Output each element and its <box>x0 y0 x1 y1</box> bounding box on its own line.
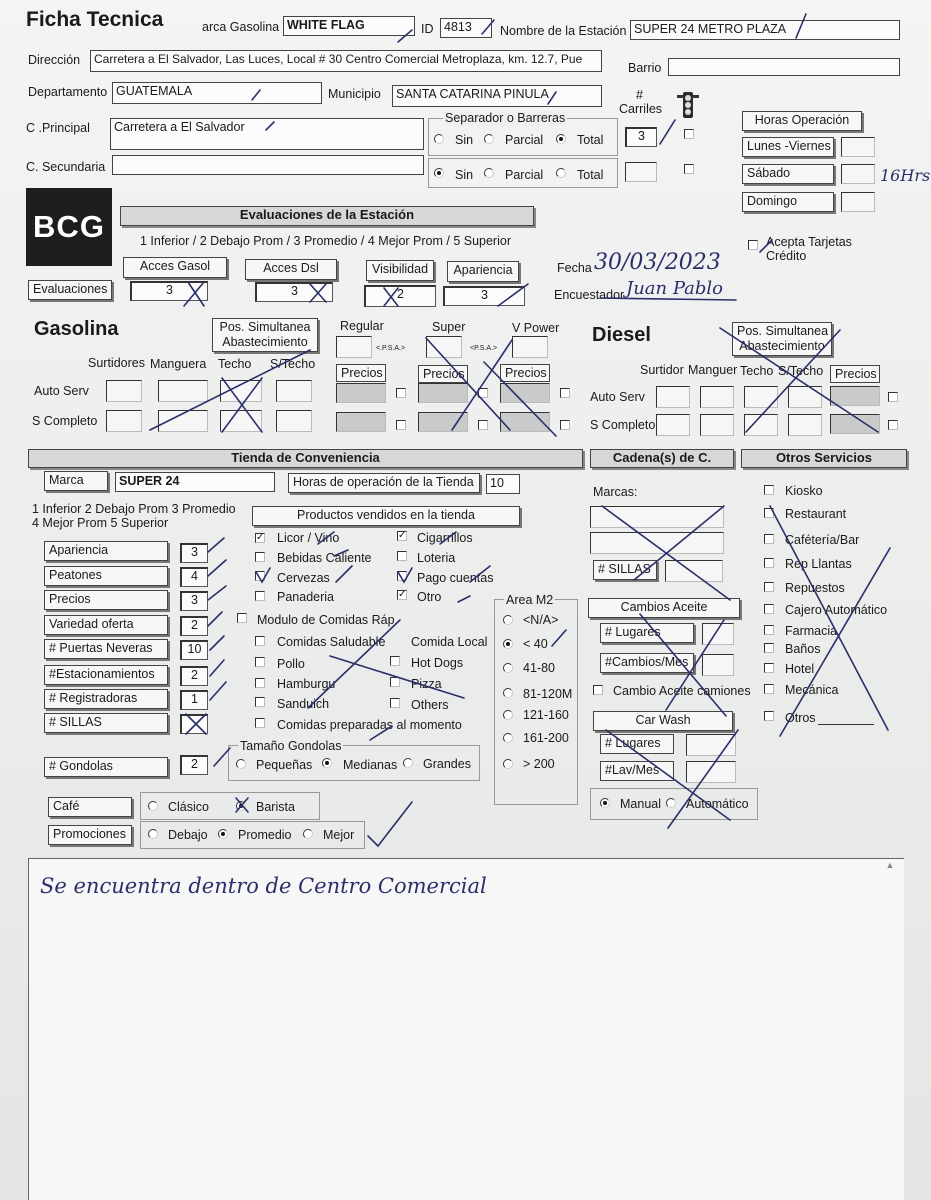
id-label: ID <box>421 22 434 36</box>
banos-label: Baños <box>785 642 821 656</box>
automatico-label: Automático <box>686 797 749 811</box>
lugares-label: # Lugares <box>600 623 694 643</box>
rating-sillas-label: # SILLAS <box>44 713 168 733</box>
csecundaria-label: C. Secundaria <box>26 160 106 174</box>
cadena-marcas-label: Marcas: <box>593 485 638 499</box>
loteria-label: Loteria <box>417 551 456 565</box>
surtidores-label: Surtidores <box>88 356 145 370</box>
manguer-dsl-label: Manguer <box>688 363 738 377</box>
cambios-mes-label: #Cambios/Mes <box>600 653 694 673</box>
rating-registradoras-value[interactable]: 1 <box>180 690 208 710</box>
super-label: Super <box>432 320 466 334</box>
marca-field[interactable]: WHITE FLAG <box>283 16 415 36</box>
medianas-label: Medianas <box>343 758 398 772</box>
hotel-label: Hotel <box>785 662 815 676</box>
evaluaciones-scale: 1 Inferior / 2 Debajo Prom / 3 Promedio / 4 Mejor Prom / 5 Superior <box>140 234 511 248</box>
pos1-dsl: Pos. Simultanea <box>737 324 829 338</box>
pequenas-label: Pequeñas <box>256 758 313 772</box>
precios-dsl-label: Precios <box>830 365 880 383</box>
tamano-label: Tamaño Gondolas <box>240 739 342 753</box>
carriles-hash: # <box>636 88 643 102</box>
precios-vp-label: Precios <box>500 364 550 382</box>
gondolas-value[interactable]: 2 <box>180 755 208 775</box>
rating-precios-label: Precios <box>44 590 168 610</box>
barista-label: Barista <box>256 800 295 814</box>
carriles-label: Carriles <box>619 102 663 116</box>
municipio-field[interactable]: SANTA CATARINA PINULA <box>392 85 602 107</box>
pago-label: Pago cuentas <box>417 571 494 585</box>
mejor-label: Mejor <box>323 828 355 842</box>
cadena-band: Cadena(s) de C. <box>590 449 734 468</box>
rating-variedad-value[interactable]: 2 <box>180 616 208 636</box>
farmacia-label: Farmacia <box>785 624 838 638</box>
cprincipal-field[interactable]: Carretera a El Salvador <box>110 118 424 150</box>
panaderia-label: Panaderia <box>277 590 334 604</box>
area-120-label: 81-120M <box>523 687 573 701</box>
otro-checkbox[interactable]: ✓ <box>398 589 407 600</box>
estacion-label: Nombre de la Estación <box>500 24 627 38</box>
tienda-scale-1: 1 Inferior 2 Debajo Prom 3 Promedio <box>32 502 236 516</box>
area-80-label: 41-80 <box>523 661 555 675</box>
municipio-label: Municipio <box>328 87 381 101</box>
eval-visibilidad-value[interactable]: 2 <box>364 285 436 307</box>
lav-label: #Lav/Mes <box>600 761 674 781</box>
departamento-label: Departamento <box>28 85 108 99</box>
tienda-scale-2: 4 Mejor Prom 5 Superior <box>32 516 169 530</box>
form-title: Ficha Tecnica <box>26 8 164 31</box>
evaluaciones-band: Evaluaciones de la Estación <box>120 206 534 226</box>
apariencia-eval-label: Apariencia <box>447 261 519 282</box>
others-label: Others <box>411 698 449 712</box>
pizza-label: Pizza <box>411 677 442 691</box>
departamento-field[interactable]: GUATEMALA <box>112 82 322 104</box>
cafe-label: Café <box>48 797 132 817</box>
stecho-label: S/Techo <box>270 357 316 371</box>
debajo-label: Debajo <box>168 828 208 842</box>
domingo-label: Domingo <box>742 192 834 212</box>
barrio-label: Barrio <box>628 61 662 75</box>
area-more-label: > 200 <box>523 757 555 771</box>
fecha-value: 30/03/2023 <box>594 250 721 275</box>
id-field[interactable]: 4813 <box>440 18 492 38</box>
evaluaciones-label: Evaluaciones <box>28 280 112 300</box>
pollo-label: Pollo <box>277 657 305 671</box>
encuestador-value: Juan Pablo <box>626 278 724 299</box>
psa-regular: <.P.S.A.> <box>376 345 406 352</box>
productos-label: Productos vendidos en la tienda <box>252 506 520 526</box>
encuestador-label: Encuestador <box>554 288 625 302</box>
tarjetas-label: Acepta Tarjetas <box>766 235 852 249</box>
cprincipal-label: C .Principal <box>26 121 90 135</box>
area-na-label: <N/A> <box>523 613 559 627</box>
sabado-label: Sábado <box>742 164 834 184</box>
cervezas-label: Cervezas <box>277 571 330 585</box>
estacion-field[interactable]: SUPER 24 METRO PLAZA <box>630 20 900 40</box>
acces-dsl-label: Acces Dsl <box>245 259 337 280</box>
sep-parcial-label: Parcial <box>505 133 544 147</box>
hours-note: 16Hrs <box>880 166 931 185</box>
cafeteria-label: Cafétería/Bar <box>785 533 860 547</box>
lunes-label: Lunes -Viernes <box>742 137 834 157</box>
rating-peatones-value[interactable]: 4 <box>180 567 208 587</box>
area-200-label: 161-200 <box>523 731 569 745</box>
carwash-label: Car Wash <box>593 711 733 731</box>
sep2-parcial-label: Parcial <box>505 168 544 182</box>
rating-registradoras-label: # Registradoras <box>44 689 168 709</box>
rating-peatones-label: Peatones <box>44 566 168 586</box>
pos2-dsl: Abastecimiento <box>739 339 825 353</box>
notes-scroll-up-icon[interactable]: ▲ <box>885 860 895 870</box>
preparadas-label: Comidas preparadas al momento <box>277 718 462 732</box>
horas-operacion-label: Horas Operación <box>742 111 862 131</box>
tienda-horas-label: Horas de operación de la Tienda <box>288 473 480 493</box>
pos1-gas: Pos. Simultanea <box>219 320 311 334</box>
lugares2-label: # Lugares <box>600 734 674 754</box>
rating-puertas-value[interactable]: 10 <box>180 640 208 660</box>
cigarrillos-label: Cigarrillos <box>417 531 473 545</box>
rating-estacionamientos-value[interactable]: 2 <box>180 666 208 686</box>
surtidor-dsl-label: Surtidor <box>640 363 684 377</box>
sep-sin-label: Sin <box>455 133 474 147</box>
repuestos-label: Repuestos <box>785 581 845 595</box>
regular-label: Regular <box>340 319 384 333</box>
modulo-label: Modulo de Comidas Ráp. <box>257 613 399 627</box>
psa-super: <P.S.A.> <box>470 345 498 352</box>
tienda-marca-field[interactable]: SUPER 24 <box>115 472 275 492</box>
area-label: Area M2 <box>506 593 554 607</box>
auto-serv-dsl-label: Auto Serv <box>590 390 645 404</box>
carriles-field[interactable]: 3 <box>625 127 657 147</box>
techo-label: Techo <box>218 357 252 371</box>
promo-label: Promociones <box>48 825 132 845</box>
stecho-dsl-label: S/Techo <box>778 364 824 378</box>
hotdogs-label: Hot Dogs <box>411 656 464 670</box>
rating-puertas-label: # Puertas Neveras <box>44 639 168 659</box>
direccion-field[interactable]: Carretera a El Salvador, Las Luces, Local # 30 Centro Comercial Metroplaza, km. 12.7, Pue <box>90 50 602 72</box>
rating-variedad-label: Variedad oferta <box>44 615 168 635</box>
visibilidad-label: Visibilidad <box>366 260 434 281</box>
licor-checkbox[interactable]: ✓ <box>256 532 265 543</box>
rating-estacionamientos-label: #Estacionamientos <box>44 665 168 685</box>
auto-serv-gas-label: Auto Serv <box>34 384 89 398</box>
fecha-label: Fecha <box>557 261 592 275</box>
separador-label: Separador o Barreras <box>445 111 566 125</box>
hamburgu-label: Hamburgu <box>277 677 336 691</box>
direccion-label: Dirección <box>28 53 81 67</box>
restaurant-label: Restaurant <box>785 507 847 521</box>
grandes-label: Grandes <box>423 757 471 771</box>
otro-label: Otro <box>417 590 442 604</box>
bebidas-label: Bebidas Caliente <box>277 551 372 565</box>
eval-acces-dsl-value[interactable]: 3 <box>255 282 333 302</box>
licor-label: Licor / Vino <box>277 531 340 545</box>
mecanica-label: Mecánica <box>785 683 839 697</box>
marca-label: arca Gasolina <box>202 20 280 34</box>
area-160-label: 121-160 <box>523 708 569 722</box>
precios-sup-label: Precios <box>418 365 468 383</box>
pos2-gas: Abastecimiento <box>222 335 308 349</box>
gondolas-label: # Gondolas <box>44 757 168 777</box>
otros-band: Otros Servicios <box>741 449 907 468</box>
bcg-logo: BCG <box>26 188 112 266</box>
manguera-label: Manguera <box>150 357 207 371</box>
eval-apariencia-value[interactable]: 3 <box>443 286 525 306</box>
otros-label: Otros <box>785 711 816 725</box>
promedio-label: Promedio <box>238 828 292 842</box>
area-40-label: < 40 <box>523 637 548 651</box>
s-completo-gas-label: S Completo <box>32 414 98 428</box>
sep2-sin-label: Sin <box>455 168 474 182</box>
sanduich-label: Sanduich <box>277 697 330 711</box>
acces-gasol-label: Acces Gasol <box>123 257 227 278</box>
cadena-sillas-label: # SILLAS <box>593 560 657 580</box>
camiones-label: Cambio Aceite camiones <box>613 684 751 698</box>
sep2-total-label: Total <box>577 168 604 182</box>
cajero-label: Cajero Automático <box>785 603 888 617</box>
notes-text: Se encuentra dentro de Centro Comercial <box>40 874 487 898</box>
s-completo-dsl-label: S Completo <box>590 418 656 432</box>
rating-apariencia-value[interactable]: 3 <box>180 543 208 563</box>
eval-acces-gasol-value[interactable]: 3 <box>130 281 208 301</box>
manual-label: Manual <box>620 797 661 811</box>
techo-dsl-label: Techo <box>740 364 774 378</box>
cambios-aceite-label: Cambios Aceite <box>588 598 740 618</box>
credito-label: Crédito <box>766 249 807 263</box>
rating-precios-value[interactable]: 3 <box>180 591 208 611</box>
clasico-label: Clásico <box>168 800 209 814</box>
vpower-label: V Power <box>512 321 560 335</box>
saludable-label: Comidas Saludable <box>277 635 386 649</box>
local-label: Comida Local <box>411 635 488 649</box>
tienda-band: Tienda de Conveniencia <box>28 449 583 468</box>
kiosko-label: Kiosko <box>785 484 823 498</box>
sep-total-label: Total <box>577 133 604 147</box>
llantas-label: Rep Llantas <box>785 557 852 571</box>
precios-reg-label: Precios <box>336 364 386 382</box>
gasolina-title: Gasolina <box>34 318 119 340</box>
rating-apariencia-label: Apariencia <box>44 541 168 561</box>
tienda-horas-field[interactable]: 10 <box>486 474 520 494</box>
diesel-title: Diesel <box>592 324 651 346</box>
cigarrillos-checkbox[interactable]: ✓ <box>398 530 407 541</box>
tienda-marca-label: Marca <box>44 471 108 491</box>
